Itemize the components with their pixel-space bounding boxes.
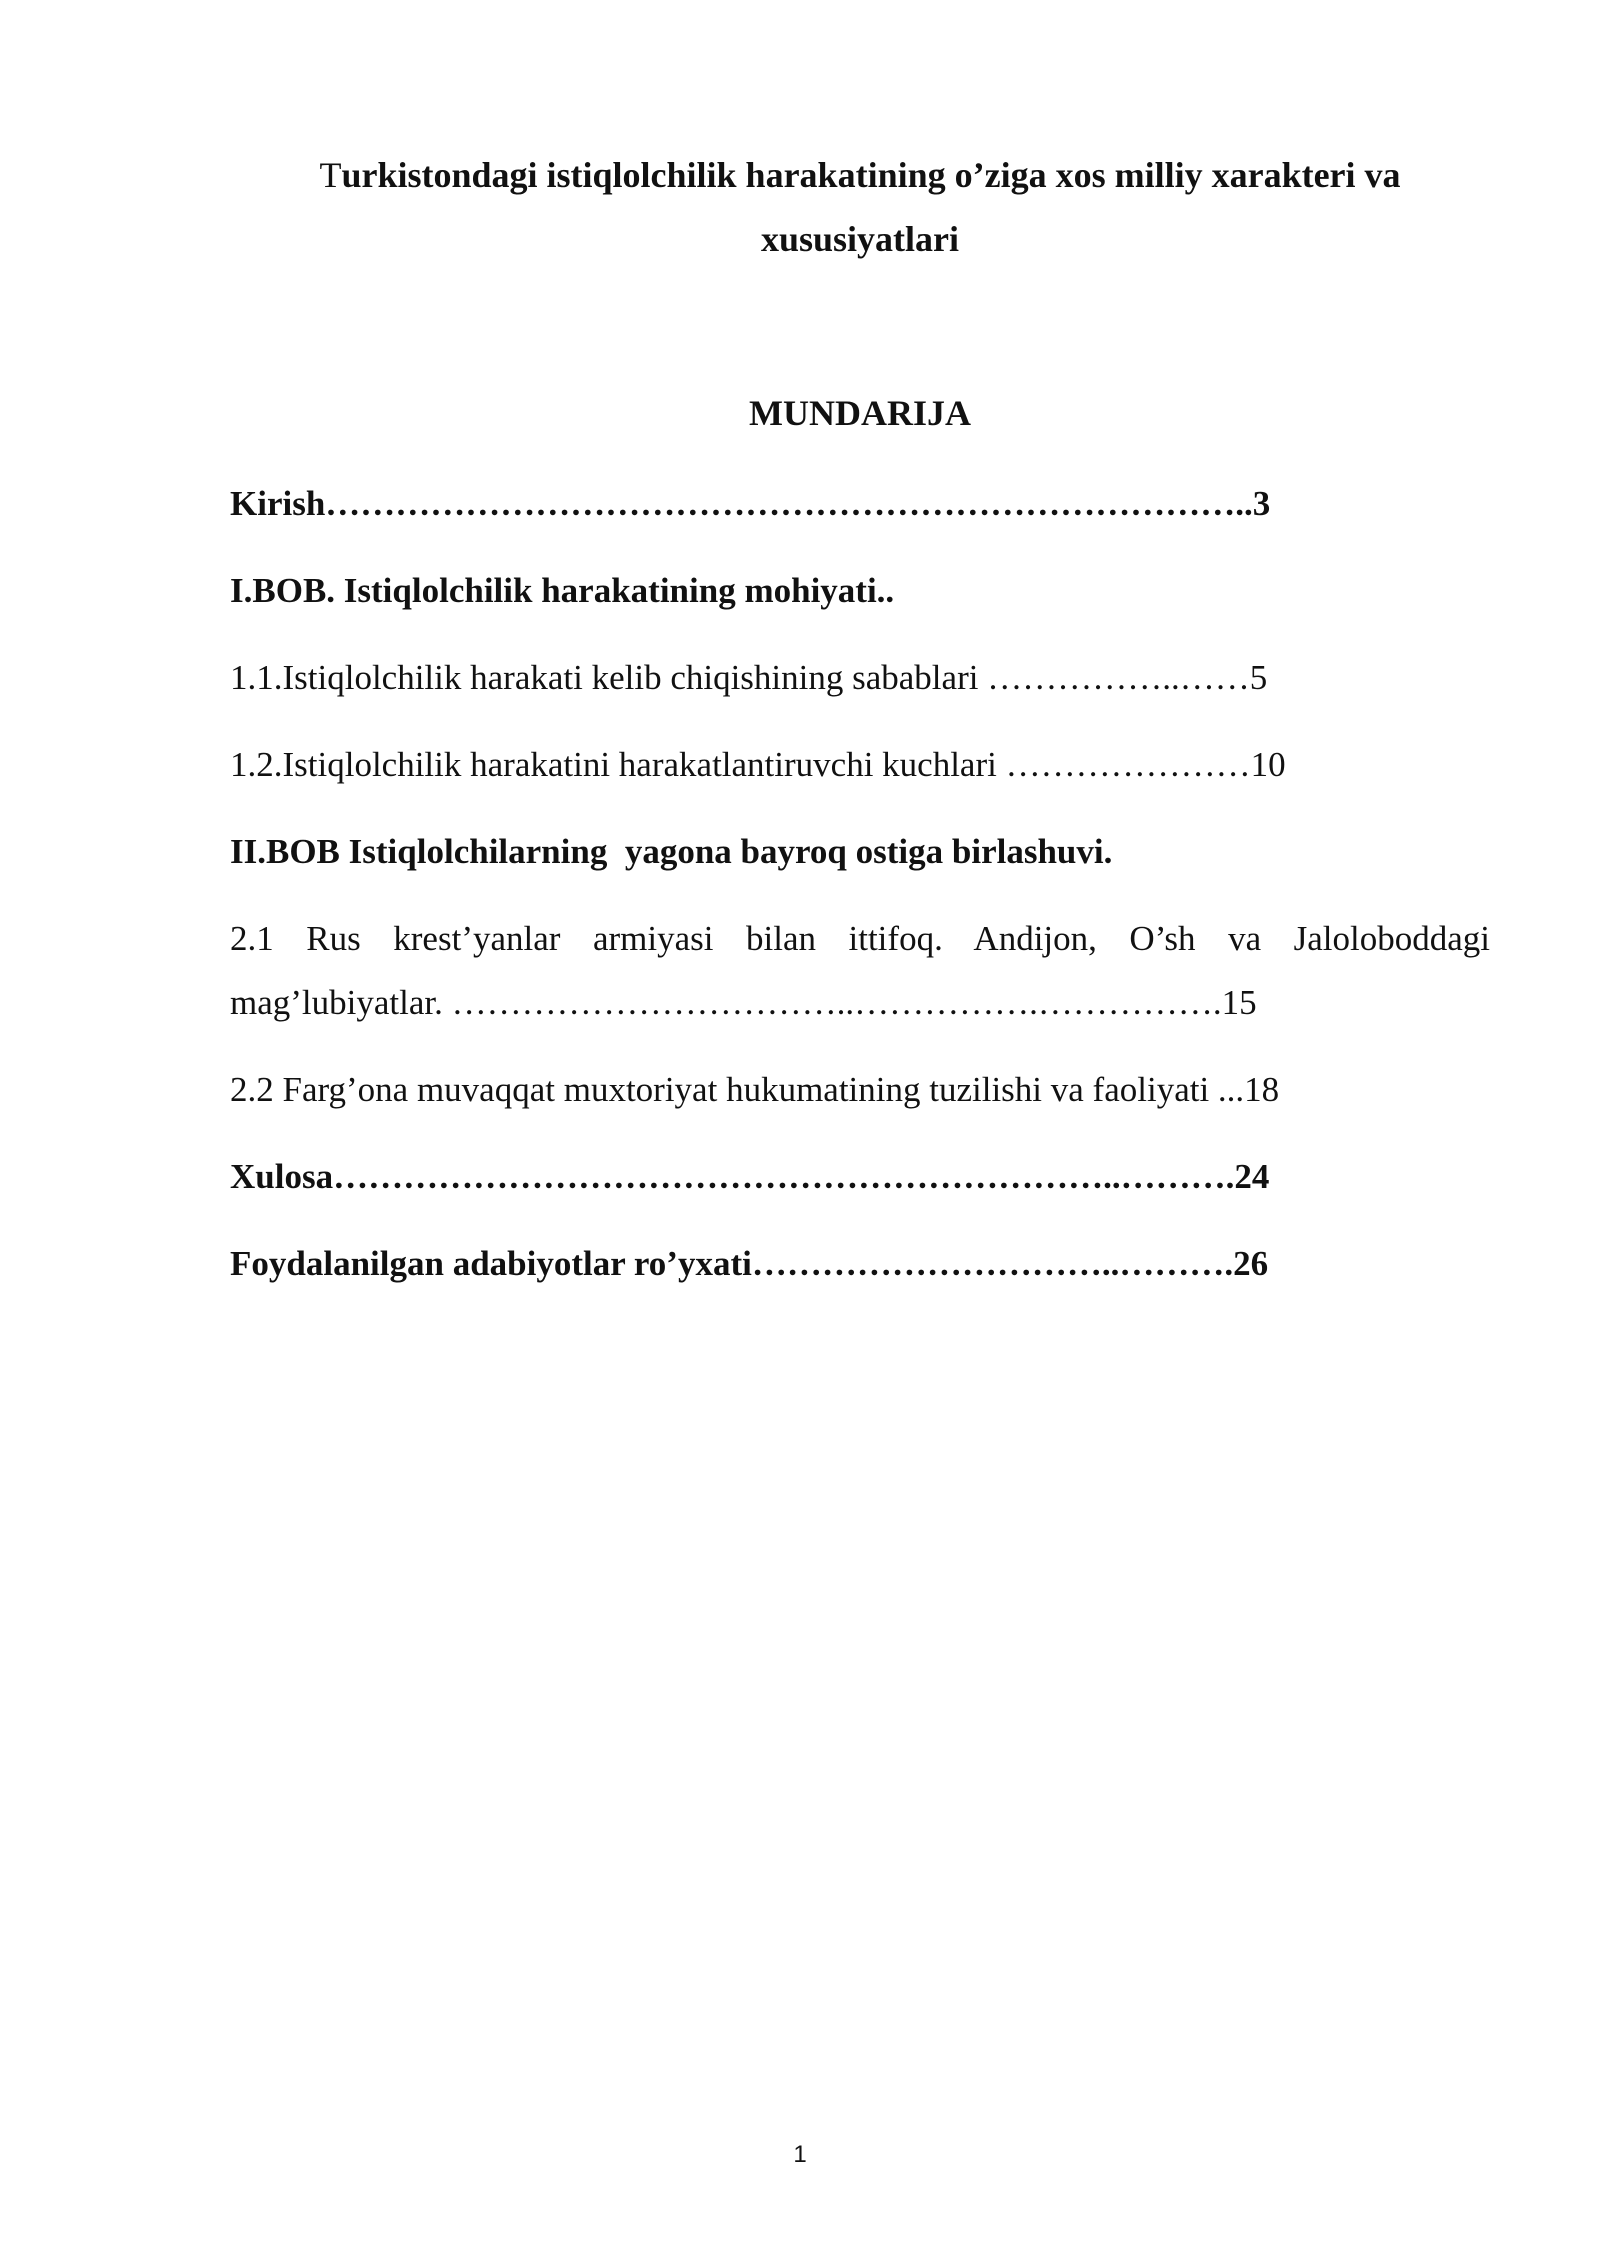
document-title bbox=[230, 143, 1490, 271]
table-of-contents bbox=[230, 472, 1490, 1319]
toc-entry-bibliography: Foydalanilgan adabiyotlar ro’yxati…………………………..……….26 bbox=[230, 1244, 1269, 1283]
toc-heading: MUNDARIJA bbox=[749, 393, 971, 433]
toc-entry-chapter-2: II.BOB Istiqlolchilarning yagona bayroq ostiga birlashuvi. bbox=[230, 832, 1113, 871]
toc-entry-chapter-1: I.BOB. Istiqlolchilik harakatining mohiyati.. bbox=[230, 571, 895, 610]
toc-entry-xulosa: Xulosa…………………………………………………………..……….24 bbox=[230, 1157, 1270, 1196]
toc-entry-kirish: Kirish……………………………………………………………………..3 bbox=[230, 484, 1271, 523]
title-first-letter: T bbox=[319, 155, 342, 195]
toc-entry-section-2-2: 2.2 Farg’ona muvaqqat muxtoriyat hukumatining tuzilishi va faoliyati ...18 bbox=[230, 1070, 1280, 1109]
toc-entry-section-1-1: 1.1.Istiqlolchilik harakati kelib chiqishining sabablari ……………..……5 bbox=[230, 658, 1268, 697]
toc-entry-section-2-1: 2.1 Rus krest’yanlar armiyasi bilan ittifoq. Andijon, O’sh va Jaloloboddagi mag’lubiyatlar. ……………………………..…………….…………….15 bbox=[230, 919, 1490, 1022]
toc-entry-section-1-2: 1.2.Istiqlolchilik harakatini harakatlantiruvchi kuchlari …………………10 bbox=[230, 745, 1286, 784]
page-number: 1 bbox=[793, 2141, 807, 2168]
title-text: urkistondagi istiqlolchilik harakatining o’ziga xos milliy xarakteri va xususiyatlari bbox=[341, 155, 1401, 259]
